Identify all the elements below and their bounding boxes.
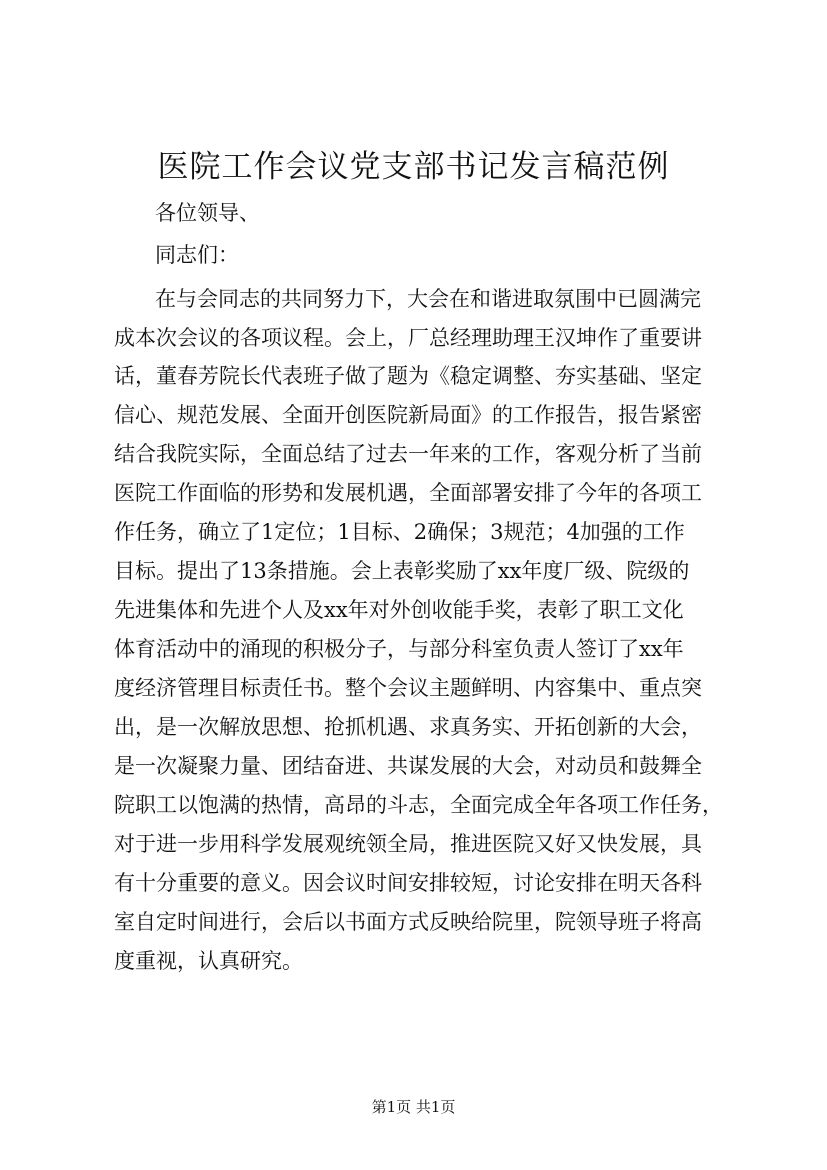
body-line: 信心、规范发展、全面开创医院新局面》的工作报告，报告紧密 [114,403,702,427]
salutation-leaders: 各位领导、 [155,201,260,225]
body-line: 话，董春芳院长代表班子做了题为《稳定调整、夯实基础、坚定 [114,364,702,388]
body-line: 结合我院实际，全面总结了过去一年来的工作，客观分析了当前 [114,442,702,466]
body-line: 在与会同志的共同努力下，大会在和谐进取氛围中已圆满完 [155,287,701,311]
page-number-footer: 第1页 共1页 [371,1098,456,1116]
body-line: 出，是一次解放思想、抢抓机遇、求真务实、开拓创新的大会， [114,715,702,739]
body-line: 院职工以饱满的热情，高昂的斗志，全面完成全年各项工作任务， [114,793,723,817]
body-line: 有十分重要的意义。因会议时间安排较短，讨论安排在明天各科 [114,871,702,895]
body-line: 体育活动中的涌现的积极分子，与部分科室负责人签订了xx年 [114,637,684,661]
body-line: 是一次凝聚力量、团结奋进、共谋发展的大会，对动员和鼓舞全 [114,754,702,778]
body-line: 目标。提出了13条措施。会上表彰奖励了xx年度厂级、院级的 [114,559,690,583]
body-line: 先进集体和先进个人及xx年对外创收能手奖，表彰了职工文化 [114,598,684,622]
body-line: 作任务，确立了1定位；1目标、2确保；3规范；4加强的工作 [114,520,685,544]
body-line: 医院工作面临的形势和发展机遇，全面部署安排了今年的各项工 [114,481,702,505]
body-line: 成本次会议的各项议程。会上，厂总经理助理王汉坤作了重要讲 [114,326,702,350]
body-line: 度重视，认真研究。 [114,949,303,973]
body-line: 度经济管理目标责任书。整个会议主题鲜明、内容集中、重点突 [114,676,702,700]
salutation-comrades: 同志们： [155,243,239,267]
document-title: 医院工作会议党支部书记发言稿范例 [157,149,670,185]
body-line: 室自定时间进行，会后以书面方式反映给院里，院领导班子将高 [114,910,702,934]
body-line: 对于进一步用科学发展观统领全局，推进医院又好又快发展，具 [114,832,702,856]
